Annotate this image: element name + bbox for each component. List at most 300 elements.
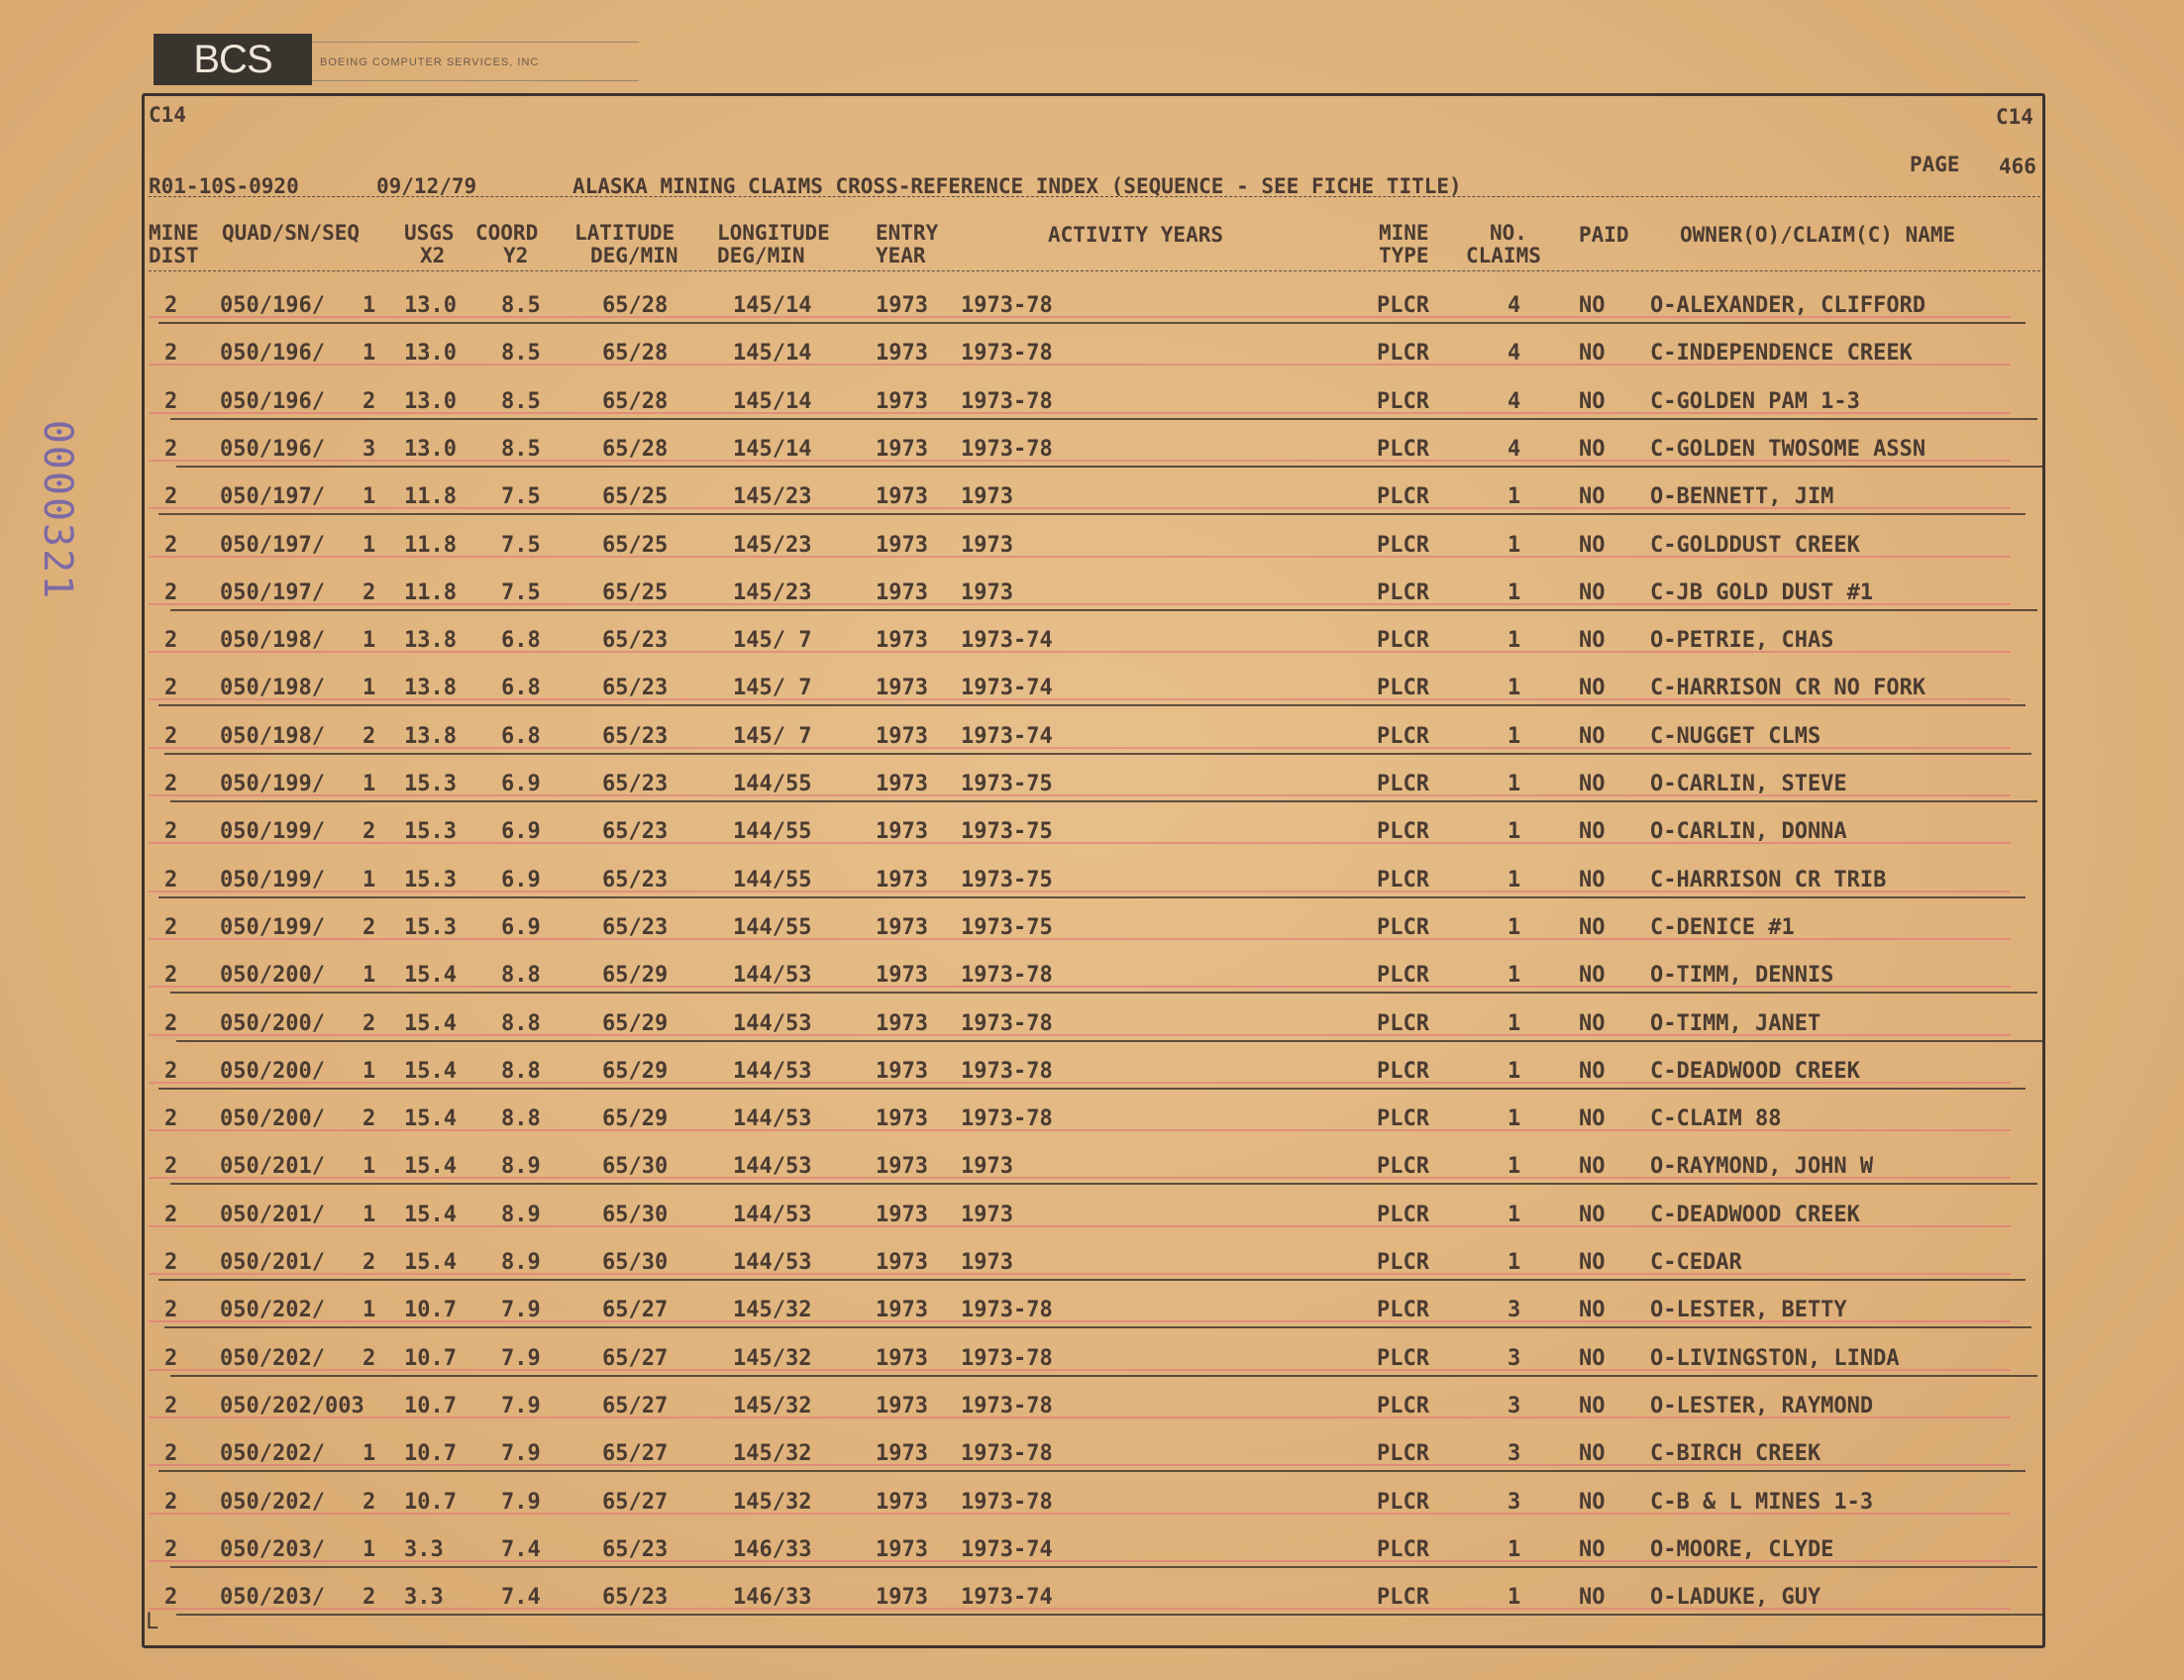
activity-years-cell: 1973-78 <box>961 1393 1053 1418</box>
activity-years-cell: 1973-78 <box>961 1345 1053 1371</box>
dark-ruling-line <box>158 896 2026 898</box>
paid-cell: NO <box>1579 1345 1606 1371</box>
quad-cell: 050/200/ <box>220 963 325 989</box>
paid-cell: NO <box>1579 628 1606 654</box>
coord-y2-cell: 6.8 <box>501 723 541 749</box>
coord-y2-cell: 7.4 <box>501 1585 541 1611</box>
mine-type-cell: PLCR <box>1377 1058 1429 1084</box>
mine-dist-cell: 2 <box>164 772 178 796</box>
claims-cell: 1 <box>1508 1106 1521 1132</box>
entry-year-cell: 1973 <box>876 772 928 796</box>
mine-type-cell: PLCR <box>1377 484 1429 510</box>
dark-ruling-line <box>170 609 2037 611</box>
quad-cell: 050/203/ <box>220 1585 325 1611</box>
table-row <box>0 1575 2184 1623</box>
dark-ruling-line <box>158 1088 2026 1090</box>
table-row <box>0 1001 2184 1049</box>
claims-cell: 1 <box>1508 676 1521 701</box>
paid-cell: NO <box>1579 1202 1606 1227</box>
latitude-cell: 65/23 <box>602 772 669 796</box>
usgs-x2-cell: 13.0 <box>404 341 457 367</box>
table-row <box>0 427 2184 474</box>
entry-year-cell: 1973 <box>876 341 928 367</box>
col-activity: ACTIVITY YEARS <box>1048 223 1224 247</box>
longitude-cell: 145/14 <box>733 341 812 367</box>
claims-cell: 1 <box>1508 819 1521 845</box>
longitude-cell: 145/23 <box>733 579 812 605</box>
quad-cell: 050/202/ <box>220 1441 325 1467</box>
latitude-cell: 65/23 <box>602 723 669 749</box>
entry-year-cell: 1973 <box>876 1250 928 1275</box>
owner-claim-name-cell: O-CARLIN, STEVE <box>1650 772 1847 796</box>
mine-dist-cell: 2 <box>164 1106 178 1132</box>
owner-claim-name-cell: C-CEDAR <box>1650 1250 1742 1275</box>
seq-cell: 1 <box>363 867 376 892</box>
usgs-x2-cell: 13.8 <box>404 723 457 749</box>
quad-cell: 050/198/ <box>220 676 325 701</box>
mine-dist-cell: 2 <box>164 963 178 989</box>
mine-type-cell: PLCR <box>1377 388 1429 414</box>
claims-cell: 1 <box>1508 1536 1521 1562</box>
mine-dist-cell: 2 <box>164 532 178 558</box>
coord-y2-cell: 7.9 <box>501 1298 541 1323</box>
claims-cell: 3 <box>1508 1345 1521 1371</box>
table-row <box>0 283 2184 331</box>
entry-year-cell: 1973 <box>876 1536 928 1562</box>
longitude-cell: 145/32 <box>733 1441 812 1467</box>
latitude-cell: 65/23 <box>602 1536 669 1562</box>
paid-cell: NO <box>1579 1585 1606 1611</box>
company-name: BOEING COMPUTER SERVICES, INC <box>312 42 639 81</box>
owner-claim-name-cell: O-ALEXANDER, CLIFFORD <box>1650 293 1926 318</box>
mine-dist-cell: 2 <box>164 914 178 940</box>
dark-ruling-line <box>158 322 2026 324</box>
table-row <box>0 953 2184 1000</box>
dark-ruling-line <box>158 704 2026 706</box>
entry-year-cell: 1973 <box>876 1345 928 1371</box>
latitude-cell: 65/27 <box>602 1441 669 1467</box>
owner-claim-name-cell: C-B & L MINES 1-3 <box>1650 1489 1874 1515</box>
usgs-x2-cell: 13.8 <box>404 676 457 701</box>
longitude-cell: 145/32 <box>733 1298 812 1323</box>
owner-claim-name-cell: C-HARRISON CR NO FORK <box>1650 676 1926 701</box>
coord-y2-cell: 8.9 <box>501 1202 541 1227</box>
longitude-cell: 144/53 <box>733 1106 812 1132</box>
claims-cell: 3 <box>1508 1298 1521 1323</box>
col-longitude: LONGITUDE DEG/MIN <box>717 221 830 267</box>
col-owner: OWNER(O)/CLAIM(C) NAME <box>1680 223 1956 247</box>
coord-y2-cell: 8.5 <box>501 341 541 367</box>
entry-year-cell: 1973 <box>876 819 928 845</box>
seq-cell: 1 <box>363 293 376 318</box>
mine-dist-cell: 2 <box>164 1010 178 1036</box>
entry-year-cell: 1973 <box>876 963 928 989</box>
table-row <box>0 1527 2184 1575</box>
latitude-cell: 65/29 <box>602 1010 669 1036</box>
owner-claim-name-cell: C-GOLDEN TWOSOME ASSN <box>1650 436 1926 462</box>
activity-years-cell: 1973-75 <box>961 772 1053 796</box>
owner-claim-name-cell: O-PETRIE, CHAS <box>1650 628 1834 654</box>
latitude-cell: 65/25 <box>602 579 669 605</box>
coord-y2-cell: 7.4 <box>501 1536 541 1562</box>
latitude-cell: 65/28 <box>602 388 669 414</box>
mine-dist-cell: 2 <box>164 867 178 892</box>
paid-cell: NO <box>1579 484 1606 510</box>
mine-type-cell: PLCR <box>1377 1393 1429 1418</box>
quad-cell: 050/201/ <box>220 1154 325 1180</box>
table-row <box>0 1144 2184 1192</box>
mine-dist-cell: 2 <box>164 1202 178 1227</box>
usgs-x2-cell: 11.8 <box>404 532 457 558</box>
bcs-logo: BCS <box>154 34 312 85</box>
entry-year-cell: 1973 <box>876 1393 928 1418</box>
usgs-x2-cell: 15.3 <box>404 914 457 940</box>
claims-cell: 1 <box>1508 772 1521 796</box>
usgs-x2-cell: 15.3 <box>404 772 457 796</box>
entry-year-cell: 1973 <box>876 676 928 701</box>
dark-ruling-line <box>170 1375 2037 1377</box>
table-row <box>0 1240 2184 1288</box>
claims-cell: 4 <box>1508 388 1521 414</box>
col-usgs-x2: USGS X2 <box>404 221 455 267</box>
entry-year-cell: 1973 <box>876 1441 928 1467</box>
mine-type-cell: PLCR <box>1377 914 1429 940</box>
seq-cell: 2 <box>363 1489 376 1515</box>
entry-year-cell: 1973 <box>876 388 928 414</box>
owner-claim-name-cell: C-GOLDEN PAM 1-3 <box>1650 388 1860 414</box>
activity-years-cell: 1973-78 <box>961 963 1053 989</box>
usgs-x2-cell: 3.3 <box>404 1585 444 1611</box>
activity-years-cell: 1973-75 <box>961 914 1053 940</box>
mine-type-cell: PLCR <box>1377 1585 1429 1611</box>
entry-year-cell: 1973 <box>876 723 928 749</box>
col-mine-dist: MINE DIST <box>149 221 199 267</box>
quad-cell: 050/198/ <box>220 723 325 749</box>
seq-cell: 2 <box>363 1250 376 1275</box>
usgs-x2-cell: 10.7 <box>404 1393 457 1418</box>
quad-cell: 050/196/ <box>220 293 325 318</box>
paid-cell: NO <box>1579 579 1606 605</box>
activity-years-cell: 1973-78 <box>961 1058 1053 1084</box>
activity-years-cell: 1973-74 <box>961 1536 1053 1562</box>
paid-cell: NO <box>1579 1106 1606 1132</box>
quad-cell: 050/202/003 <box>220 1393 364 1418</box>
coord-y2-cell: 8.5 <box>501 293 541 318</box>
quad-cell: 050/197/ <box>220 579 325 605</box>
quad-cell: 050/199/ <box>220 772 325 796</box>
activity-years-cell: 1973 <box>961 1202 1013 1227</box>
latitude-cell: 65/27 <box>602 1489 669 1515</box>
mine-type-cell: PLCR <box>1377 1202 1429 1227</box>
usgs-x2-cell: 15.4 <box>404 1250 457 1275</box>
mine-dist-cell: 2 <box>164 1585 178 1611</box>
seq-cell: 2 <box>363 723 376 749</box>
report-id: R01-10S-0920 <box>149 174 299 198</box>
entry-year-cell: 1973 <box>876 484 928 510</box>
dark-ruling-line <box>158 1279 2026 1281</box>
coord-y2-cell: 6.8 <box>501 676 541 701</box>
paid-cell: NO <box>1579 963 1606 989</box>
longitude-cell: 144/53 <box>733 1154 812 1180</box>
paid-cell: NO <box>1579 867 1606 892</box>
coord-y2-cell: 6.9 <box>501 772 541 796</box>
claims-cell: 1 <box>1508 532 1521 558</box>
mine-type-cell: PLCR <box>1377 867 1429 892</box>
seq-cell: 1 <box>363 1202 376 1227</box>
usgs-x2-cell: 15.4 <box>404 1202 457 1227</box>
owner-claim-name-cell: C-DEADWOOD CREEK <box>1650 1058 1860 1084</box>
longitude-cell: 146/33 <box>733 1536 812 1562</box>
claims-cell: 3 <box>1508 1441 1521 1467</box>
usgs-x2-cell: 15.4 <box>404 1106 457 1132</box>
dark-ruling-line <box>170 418 2037 420</box>
usgs-x2-cell: 13.8 <box>404 628 457 654</box>
mine-type-cell: PLCR <box>1377 676 1429 701</box>
paid-cell: NO <box>1579 293 1606 318</box>
activity-years-cell: 1973-74 <box>961 723 1053 749</box>
coord-y2-cell: 7.9 <box>501 1393 541 1418</box>
claims-cell: 3 <box>1508 1489 1521 1515</box>
seq-cell: 1 <box>363 1536 376 1562</box>
owner-claim-name-cell: C-DEADWOOD CREEK <box>1650 1202 1860 1227</box>
seq-cell: 1 <box>363 1298 376 1323</box>
latitude-cell: 65/30 <box>602 1202 669 1227</box>
seq-cell: 1 <box>363 772 376 796</box>
mine-dist-cell: 2 <box>164 1250 178 1275</box>
longitude-cell: 145/14 <box>733 293 812 318</box>
mine-dist-cell: 2 <box>164 1154 178 1180</box>
paid-cell: NO <box>1579 388 1606 414</box>
coord-y2-cell: 8.5 <box>501 388 541 414</box>
dark-ruling-line <box>170 800 2037 802</box>
footer-mark: L <box>146 1610 159 1634</box>
mine-dist-cell: 2 <box>164 484 178 510</box>
entry-year-cell: 1973 <box>876 867 928 892</box>
entry-year-cell: 1973 <box>876 1106 928 1132</box>
mine-type-cell: PLCR <box>1377 1441 1429 1467</box>
seq-cell: 2 <box>363 579 376 605</box>
usgs-x2-cell: 15.4 <box>404 1058 457 1084</box>
latitude-cell: 65/27 <box>602 1298 669 1323</box>
mine-dist-cell: 2 <box>164 293 178 318</box>
activity-years-cell: 1973-78 <box>961 1106 1053 1132</box>
usgs-x2-cell: 13.0 <box>404 436 457 462</box>
quad-cell: 050/196/ <box>220 436 325 462</box>
owner-claim-name-cell: O-LESTER, RAYMOND <box>1650 1393 1874 1418</box>
dark-ruling-line <box>170 992 2037 994</box>
dark-ruling-line <box>176 1040 2043 1042</box>
paid-cell: NO <box>1579 772 1606 796</box>
quad-cell: 050/201/ <box>220 1202 325 1227</box>
longitude-cell: 144/53 <box>733 1250 812 1275</box>
longitude-cell: 145/32 <box>733 1345 812 1371</box>
latitude-cell: 65/27 <box>602 1393 669 1418</box>
table-row <box>0 809 2184 857</box>
owner-claim-name-cell: C-CLAIM 88 <box>1650 1106 1782 1132</box>
mine-dist-cell: 2 <box>164 723 178 749</box>
quad-cell: 050/200/ <box>220 1010 325 1036</box>
table-row <box>0 1193 2184 1240</box>
report-date: 09/12/79 <box>376 174 477 198</box>
page-number: 466 <box>1999 155 2036 178</box>
longitude-cell: 145/14 <box>733 388 812 414</box>
mine-type-cell: PLCR <box>1377 1154 1429 1180</box>
mine-type-cell: PLCR <box>1377 1489 1429 1515</box>
claims-cell: 1 <box>1508 1010 1521 1036</box>
quad-cell: 050/200/ <box>220 1058 325 1084</box>
entry-year-cell: 1973 <box>876 436 928 462</box>
usgs-x2-cell: 10.7 <box>404 1345 457 1371</box>
owner-claim-name-cell: C-DENICE #1 <box>1650 914 1795 940</box>
claims-cell: 1 <box>1508 1058 1521 1084</box>
longitude-cell: 145/ 7 <box>733 723 812 749</box>
mine-type-cell: PLCR <box>1377 1298 1429 1323</box>
claims-cell: 1 <box>1508 484 1521 510</box>
longitude-cell: 144/53 <box>733 1010 812 1036</box>
coord-y2-cell: 8.5 <box>501 436 541 462</box>
col-coord-y2: COORD Y2 <box>475 221 539 267</box>
longitude-cell: 146/33 <box>733 1585 812 1611</box>
coord-y2-cell: 8.9 <box>501 1250 541 1275</box>
table-row <box>0 1049 2184 1097</box>
table-row <box>0 618 2184 666</box>
owner-claim-name-cell: O-TIMM, JANET <box>1650 1010 1821 1036</box>
paid-cell: NO <box>1579 1536 1606 1562</box>
seq-cell: 1 <box>363 532 376 558</box>
paid-cell: NO <box>1579 1489 1606 1515</box>
claims-cell: 1 <box>1508 1202 1521 1227</box>
coord-y2-cell: 7.5 <box>501 579 541 605</box>
coord-y2-cell: 6.9 <box>501 867 541 892</box>
longitude-cell: 144/55 <box>733 819 812 845</box>
mine-type-cell: PLCR <box>1377 723 1429 749</box>
latitude-cell: 65/23 <box>602 819 669 845</box>
longitude-cell: 145/ 7 <box>733 628 812 654</box>
coord-y2-cell: 8.8 <box>501 1010 541 1036</box>
mine-type-cell: PLCR <box>1377 1536 1429 1562</box>
entry-year-cell: 1973 <box>876 532 928 558</box>
page-label: PAGE <box>1910 153 1960 176</box>
table-row <box>0 1431 2184 1479</box>
usgs-x2-cell: 15.4 <box>404 963 457 989</box>
claims-cell: 4 <box>1508 293 1521 318</box>
table-row <box>0 1336 2184 1384</box>
col-claims: NO. CLAIMS <box>1466 221 1541 267</box>
longitude-cell: 145/32 <box>733 1393 812 1418</box>
owner-claim-name-cell: O-CARLIN, DONNA <box>1650 819 1847 845</box>
col-entry-year: ENTRY YEAR <box>876 221 939 267</box>
dark-ruling-line <box>164 753 2031 755</box>
owner-claim-name-cell: O-LIVINGSTON, LINDA <box>1650 1345 1900 1371</box>
dark-ruling-line <box>170 1566 2037 1568</box>
activity-years-cell: 1973-78 <box>961 1489 1053 1515</box>
latitude-cell: 65/23 <box>602 628 669 654</box>
seq-cell: 1 <box>363 676 376 701</box>
table-row <box>0 905 2184 953</box>
activity-years-cell: 1973-78 <box>961 436 1053 462</box>
table-row <box>0 1480 2184 1527</box>
owner-claim-name-cell: O-LESTER, BETTY <box>1650 1298 1847 1323</box>
col-quad: QUAD/SN/SEQ <box>222 221 361 245</box>
mine-dist-cell: 2 <box>164 341 178 367</box>
claims-cell: 1 <box>1508 628 1521 654</box>
claims-cell: 3 <box>1508 1393 1521 1418</box>
paid-cell: NO <box>1579 436 1606 462</box>
paid-cell: NO <box>1579 1298 1606 1323</box>
quad-cell: 050/200/ <box>220 1106 325 1132</box>
coord-y2-cell: 6.9 <box>501 914 541 940</box>
owner-claim-name-cell: C-INDEPENDENCE CREEK <box>1650 341 1913 367</box>
dark-ruling-line <box>176 466 2043 468</box>
claims-cell: 1 <box>1508 723 1521 749</box>
claims-cell: 4 <box>1508 436 1521 462</box>
table-row <box>0 379 2184 427</box>
seq-cell: 1 <box>363 484 376 510</box>
paid-cell: NO <box>1579 914 1606 940</box>
quad-cell: 050/199/ <box>220 914 325 940</box>
paid-cell: NO <box>1579 1250 1606 1275</box>
quad-cell: 050/199/ <box>220 867 325 892</box>
longitude-cell: 145/ 7 <box>733 676 812 701</box>
mine-type-cell: PLCR <box>1377 341 1429 367</box>
paid-cell: NO <box>1579 1154 1606 1180</box>
activity-years-cell: 1973-75 <box>961 819 1053 845</box>
mine-dist-cell: 2 <box>164 1489 178 1515</box>
activity-years-cell: 1973-75 <box>961 867 1053 892</box>
entry-year-cell: 1973 <box>876 1585 928 1611</box>
mine-dist-cell: 2 <box>164 1441 178 1467</box>
latitude-cell: 65/23 <box>602 676 669 701</box>
paid-cell: NO <box>1579 1393 1606 1418</box>
paid-cell: NO <box>1579 341 1606 367</box>
paid-cell: NO <box>1579 723 1606 749</box>
quad-cell: 050/203/ <box>220 1536 325 1562</box>
coord-y2-cell: 7.5 <box>501 532 541 558</box>
paid-cell: NO <box>1579 532 1606 558</box>
col-paid: PAID <box>1579 223 1629 247</box>
seq-cell: 2 <box>363 1585 376 1611</box>
usgs-x2-cell: 10.7 <box>404 1298 457 1323</box>
mine-type-cell: PLCR <box>1377 1345 1429 1371</box>
activity-years-cell: 1973-78 <box>961 1010 1053 1036</box>
seq-cell: 1 <box>363 1441 376 1467</box>
coord-y2-cell: 6.8 <box>501 628 541 654</box>
entry-year-cell: 1973 <box>876 1058 928 1084</box>
table-row <box>0 1384 2184 1431</box>
claims-cell: 1 <box>1508 914 1521 940</box>
longitude-cell: 144/53 <box>733 1058 812 1084</box>
claims-cell: 1 <box>1508 963 1521 989</box>
mine-type-cell: PLCR <box>1377 772 1429 796</box>
claims-cell: 1 <box>1508 867 1521 892</box>
col-latitude: LATITUDE DEG/MIN <box>574 221 678 267</box>
activity-years-cell: 1973 <box>961 1154 1013 1180</box>
col-mine-type: MINE TYPE <box>1379 221 1429 267</box>
mine-type-cell: PLCR <box>1377 532 1429 558</box>
dark-ruling-line <box>158 513 2026 515</box>
claims-cell: 1 <box>1508 1250 1521 1275</box>
quad-cell: 050/197/ <box>220 484 325 510</box>
usgs-x2-cell: 15.4 <box>404 1010 457 1036</box>
usgs-x2-cell: 10.7 <box>404 1441 457 1467</box>
usgs-x2-cell: 11.8 <box>404 484 457 510</box>
mine-dist-cell: 2 <box>164 628 178 654</box>
latitude-cell: 65/23 <box>602 867 669 892</box>
dark-ruling-line <box>176 1614 2043 1616</box>
mine-type-cell: PLCR <box>1377 628 1429 654</box>
coord-y2-cell: 7.9 <box>501 1345 541 1371</box>
seq-cell: 1 <box>363 1154 376 1180</box>
